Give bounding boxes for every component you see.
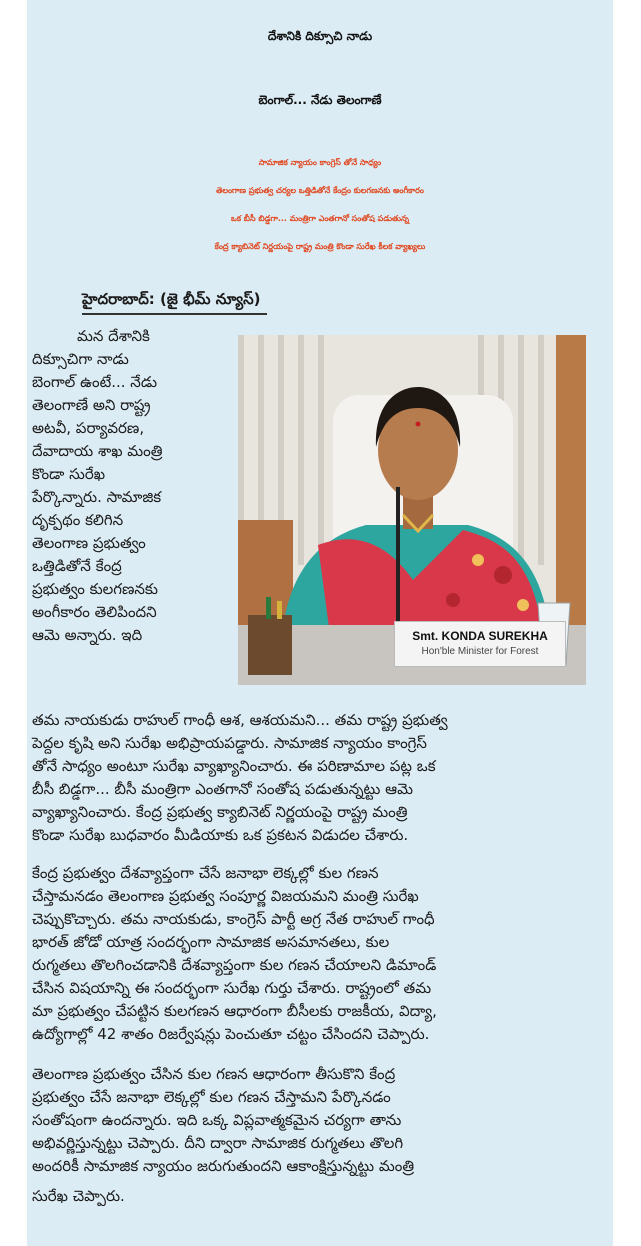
news-clipping <box>27 0 613 1246</box>
article-line: అందరికీ సామాజిక న్యాయం జరుగుతుందని ఆకాంక్షిస్తున్నట్టు మంత్రి <box>32 1157 415 1175</box>
subheadline-3: ఒక బీసీ బిడ్డగా... మంత్రిగా ఎంతగానో సంతోష పడుతున్న <box>230 214 409 223</box>
article-line: సురేఖ చెప్పారు. <box>32 1187 125 1205</box>
article-line: బెంగాల్ ఉంటే... నేడు <box>32 373 158 391</box>
article-line: మన దేశానికి <box>77 327 150 345</box>
article-line: వ్యాఖ్యానించారు. కేంద్ర ప్రభుత్వ క్యాబినెట్ నిర్ణయంపై రాష్ట్ర మంత్రి <box>32 803 408 821</box>
dateline: హైదరాబాద్: (జై భీమ్ న్యూస్) <box>82 285 267 315</box>
article-line: మా ప్రభుత్వం చేపట్టిన కులగణన ఆధారంగా బీసీలకు రాజకీయ, విద్యా, <box>32 1002 437 1020</box>
minister-photo <box>238 335 586 685</box>
article-line: తెలంగాణే అని రాష్ట్ర <box>32 396 151 414</box>
article-line: అటవీ, పర్యావరణ, <box>32 419 145 437</box>
article-line: భారత్ జోడో యాత్ర సందర్భంగా సామాజిక అసమానతలు, కుల <box>32 933 390 951</box>
article-line: అభివర్ణిస్తున్నట్టు చెప్పారు. దీని ద్వారా సామాజిక రుగ్మతలు తొలగి <box>32 1134 404 1152</box>
article-line: తమ నాయకుడు రాహుల్ గాంధీ ఆశ, ఆశయమని... తమ రాష్ట్ర ప్రభుత్వ <box>32 711 448 729</box>
article-line: ప్రభుత్వం కులగణనకు <box>32 580 158 598</box>
article-line: కొండా సురేఖ <box>32 465 106 483</box>
article-line: పేర్కొన్నారు. సామాజిక <box>32 488 162 506</box>
article-line: కేంద్ర ప్రభుత్వం దేశవ్యాప్తంగా చేసే జనాభా లెక్కల్లో కుల గణన <box>32 864 379 882</box>
nameplate-title: Hon'ble Minister for Forest <box>421 646 539 657</box>
headline-line-1: దేశానికి దిక్సూచి నాడు <box>267 29 373 43</box>
article-line: ప్రభుత్వం చేసే జనాభా లెక్కల్లో కుల గణన చేస్తామని పేర్కొనడం <box>32 1088 391 1106</box>
headline-line-2: బెంగాల్... నేడు తెలంగాణే <box>258 93 382 107</box>
article-line: ఒత్తిడితోనే కేంద్ర <box>32 557 122 575</box>
article-line: కొండా సురేఖ బుధవారం మీడియాకు ఒక ప్రకటన విడుదల చేశారు. <box>32 826 409 844</box>
nameplate <box>394 621 566 667</box>
article-line: బీసీ బిడ్డగా... బీసీ మంత్రిగా ఎంతగానో సంతోష పడుతున్నట్టు ఆమె <box>32 780 413 798</box>
article-line: తోనే సాధ్యం అంటూ సురేఖ వ్యాఖ్యానించారు. ఈ పరిణామాల పట్ల ఒక <box>32 757 436 775</box>
nameplate-name: Smt. KONDA SUREKHA <box>412 629 548 643</box>
subheadline-2: తెలంగాణ ప్రభుత్వ చర్యల ఒత్తిడితోనే కేంద్రం కులగణనకు అంగీకారం <box>216 186 424 195</box>
article-line: తెలంగాణ ప్రభుత్వం చేసిన కుల గణన ఆధారంగా తీసుకొని కేంద్ర <box>32 1065 396 1083</box>
article-line: చెప్పుకొచ్చారు. తమ నాయకుడు, కాంగ్రెస్ పార్టీ అగ్ర నేత రాహుల్ గాంధీ <box>32 910 435 928</box>
article-line: సంతోషంగా ఉందన్నారు. ఇది ఒక్క విప్లవాత్మకమైన చర్యగా తాను <box>32 1111 402 1129</box>
article-line: ఉద్యోగాల్లో 42 శాతం రిజర్వేషన్లు పెంచుతూ చట్టం చేసిందని చెప్పారు. <box>32 1025 430 1043</box>
article-line: ఆమె అన్నారు. ఇది <box>32 626 143 644</box>
article-line: తెలంగాణ ప్రభుత్వం <box>32 534 146 552</box>
subheadline-4: కేంద్ర క్యాబినెట్ నిర్ణయంపై రాష్ట్ర మంత్రి కొండా సురేఖ కీలక వ్యాఖ్యలు <box>214 242 426 251</box>
article-line: దృక్పథం కలిగిన <box>32 511 124 529</box>
article-line: దేవాదాయ శాఖ మంత్రి <box>32 442 163 460</box>
article-line: చేస్తామనడం తెలంగాణ ప్రభుత్వ సంపూర్ణ విజయమని మంత్రి సురేఖ <box>32 887 419 905</box>
article-line: రుగ్మతలు తొలగించడానికి దేశవ్యాప్తంగా కుల గణన చేయాలని డిమాండ్ <box>32 956 437 974</box>
article-line: అంగీకారం తెలిపిందని <box>32 603 157 621</box>
article-line: దిక్సూచిగా నాడు <box>32 350 129 368</box>
article-line: పెద్దల కృషి అని సురేఖ అభిప్రాయపడ్డారు. సామాజిక న్యాయం కాంగ్రెస్ <box>32 734 427 752</box>
article-line: చేసిన విషయాన్ని ఈ సందర్భంగా సురేఖ గుర్తు చేశారు. రాష్ట్రంలో తమ <box>32 979 432 997</box>
subheadline-1: సామాజిక న్యాయం కాంగ్రెస్ తోనే సాధ్యం <box>258 158 382 167</box>
